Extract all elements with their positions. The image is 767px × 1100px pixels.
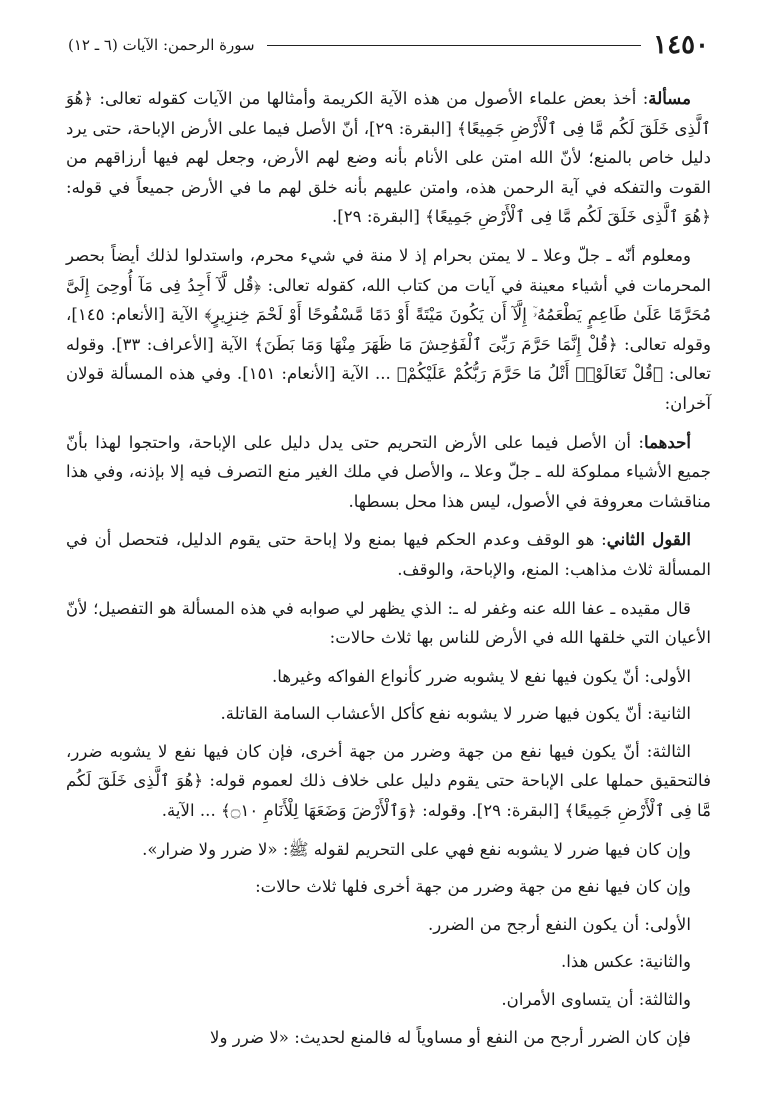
paragraph-case-two [66, 699, 711, 729]
paragraph-sub-one [66, 910, 711, 940]
paragraph-text: : هو الوقف وعدم الحكم فيها بمنع ولا إباحة حتى يقوم الدليل، فتحصل أن في المسألة ثلاث مذاهب: المنع، والإباحة، والوقف. [66, 530, 711, 579]
paragraph-text: والثالثة: أن يتساوى الأمران. [501, 990, 691, 1010]
body-text [66, 84, 711, 1060]
paragraph-text: الثانية: أنّ يكون فيها ضرر لا يشوبه نفع كأكل الأعشاب السامة القاتلة. [220, 704, 691, 724]
paragraph-text: الأولى: أنّ يكون فيها نفع لا يشوبه ضرر كأنواع الفواكه وغيرها. [271, 666, 691, 686]
paragraph-case-one [66, 662, 711, 692]
term-label: مسألة [648, 88, 691, 108]
paragraph-text: فإن كان الضرر أرجح من النفع أو مساوياً له فالمنع لحديث: «لا ضرر ولا [210, 1027, 691, 1047]
paragraph-text: : أخذ بعض علماء الأصول من هذه الآية الكريمة وأمثالها من الآيات كقوله تعالى: ﴿هُوَ ٱلَّذِى خَلَقَ لَكُم مَّا فِى ٱلْأَرْضِ جَمِيعًا﴾ [البقرة: ٢٩]، أنّ الأصل فيما على الأرض الإباحة، حتى يرد دليل خاص بالمنع؛ لأنّ الله امتن على الأنام بأنه وضع لهم الأرض، وجعل لهم فيها أرزاقهم من القوت والتفكه في آية الرحمن هذه، وامتن عليهم بأنه خلق لهم ما في الأرض جميعاً في قوله: ﴿هُوَ ٱلَّذِى خَلَقَ لَكُم مَّا فِى ٱلْأَرْضِ جَمِيعًا﴾ [البقرة: ٢٩]. [66, 89, 711, 227]
paragraph-mixed [66, 872, 711, 902]
paragraph-sub-three [66, 985, 711, 1015]
paragraph-text: : أن الأصل فيما على الأرض التحريم حتى يدل دليل على الإباحة، واحتجوا لهذا بأنّ جميع الأشياء مملوكة لله ـ جلّ وعلا ـ، والأصل في ملك الغير منع التصرف فيه إلا بإذنه، وفي هذا مناقشات معروفة في الأصول، ليس هذا محل بسطها. [66, 432, 711, 511]
paragraph-conclusion [66, 1023, 711, 1053]
paragraph-text: الأولى: أن يكون النفع أرجح من الضرر. [427, 914, 691, 934]
page-header [68, 30, 709, 60]
paragraph-evidence [66, 241, 711, 419]
paragraph-text: والثانية: عكس هذا. [561, 952, 691, 972]
paragraph-harm-only [66, 835, 711, 865]
header-rule [267, 45, 642, 46]
paragraph-second-view [66, 525, 711, 584]
page-number: ١٤٥٠ [653, 30, 709, 60]
paragraph-case-three [66, 737, 711, 826]
term-label: أحدهما [644, 431, 691, 452]
paragraph-text: قال مقيده ـ عفا الله عنه وغفر له ـ: الذي يظهر لي صوابه في هذه المسألة هو التفصيل؛ لأنّ الأعيان التي خلقها الله في الأرض للناس بها ثلاث حالات: [66, 598, 711, 648]
paragraph-author-view [66, 594, 711, 653]
paragraph-text: وإن كان فيها ضرر لا يشوبه نفع فهي على التحريم لقوله ﷺ: «لا ضرر ولا ضرار». [142, 839, 691, 859]
paragraph-text: ومعلوم أنّه ـ جلّ وعلا ـ لا يمتن بحرام إذ لا منة في شيء محرم، واستدلوا لذلك أيضاً بحصر المحرمات في أشياء معينة في آيات من كتاب الله، كقوله تعالى: ﴿قُل لَّآ أَجِدُ فِى مَآ أُوحِىَ إِلَىَّ مُحَرَّمًا عَلَىٰ طَاعِمٍ يَطْعَمُهُۥٓ إِلَّآ أَن يَكُونَ مَيْتَةً أَوْ دَمًا مَّسْفُوحًا أَوْ لَحْمَ خِنزِيرٍ﴾ الآية [الأنعام: ١٤٥]، وقوله تعالى: ﴿قُلْ إِنَّمَا حَرَّمَ رَبِّىَ ٱلْفَوَٰحِشَ مَا ظَهَرَ مِنْهَا وَمَا بَطَنَ﴾ الآية [الأعراف: ٣٣]. وقوله تعالى: ﴿قُلْ تَعَالَوْا۟ أَتْلُ مَا حَرَّمَ رَبُّكُمْ عَلَيْكُمْ﴾ ... الآية [الأنعام: ١٥١]. وفي هذه المسألة قولان آخران: [66, 245, 712, 413]
running-title: سورة الرحمن: الآيات (٦ ـ ١٢) [68, 36, 255, 54]
paragraph-issue [66, 84, 711, 232]
paragraph-text: الثالثة: أنّ يكون فيها نفع من جهة وضرر من جهة أخرى، فإن كان فيها نفع لا يشوبه ضرر، فالتحقيق حملها على الإباحة حتى يقوم دليل على خلاف ذلك لعموم قوله: ﴿هُوَ ٱلَّذِى خَلَقَ لَكُم مَّا فِى ٱلْأَرْضِ جَمِيعًا﴾ [البقرة: ٢٩]. وقوله: ﴿وَٱلْأَرْضَ وَضَعَهَا لِلْأَنَامِ ۝١٠﴾ ... الآية. [66, 741, 711, 821]
paragraph-text: وإن كان فيها نفع من جهة وضرر من جهة أخرى فلها ثلاث حالات: [255, 877, 691, 897]
paragraph-sub-two [66, 947, 711, 977]
term-label: القول الثاني [606, 529, 691, 550]
paragraph-first-view [66, 428, 711, 517]
